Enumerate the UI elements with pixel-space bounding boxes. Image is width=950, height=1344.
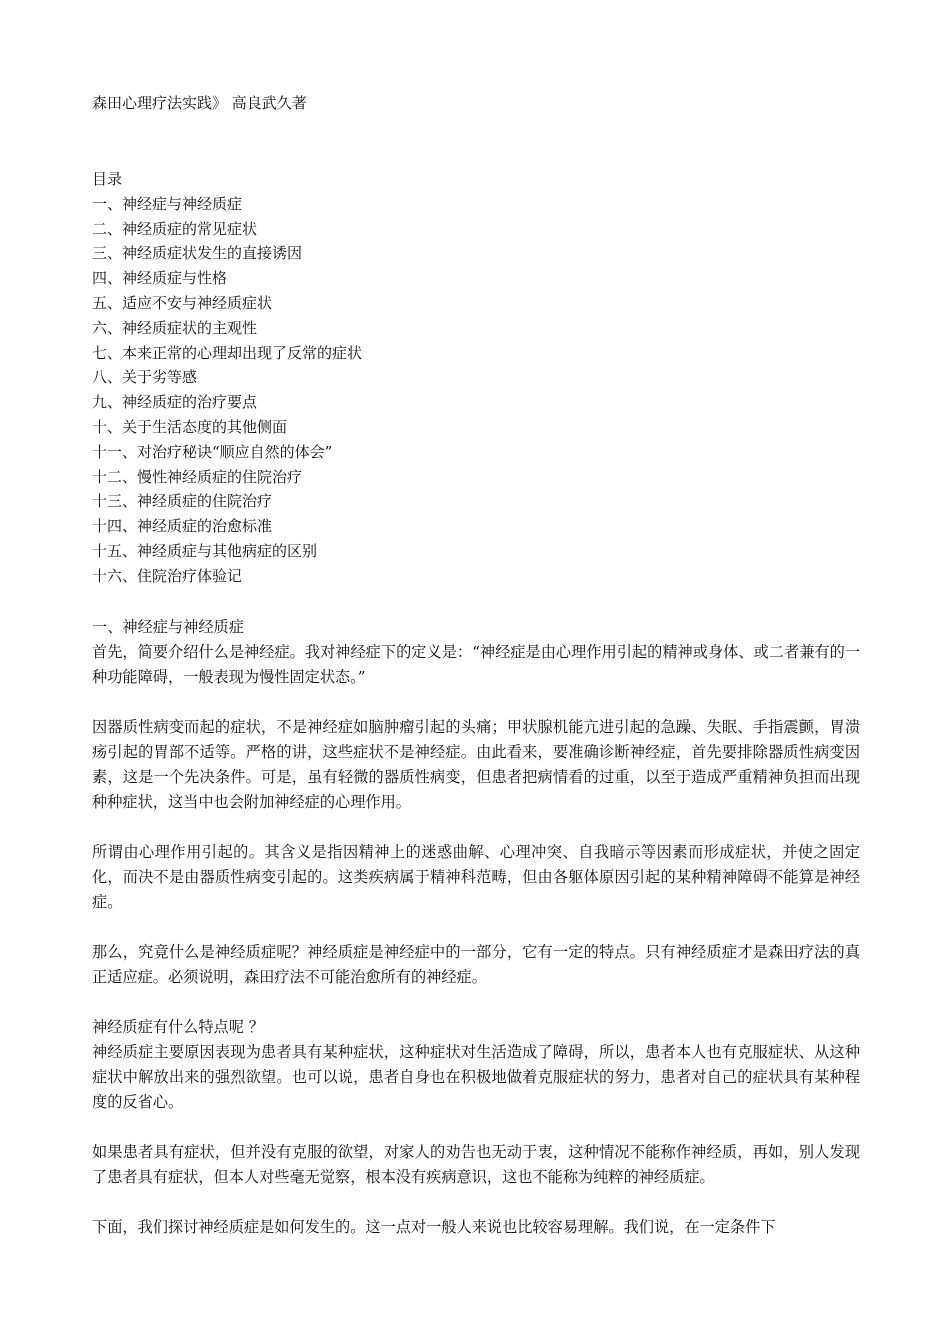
toc-item: 四、神经质症与性格 xyxy=(92,269,228,288)
toc-item: 五、适应不安与神经质症状 xyxy=(92,293,273,312)
toc-item: 十二、慢性神经质症的住院治疗 xyxy=(92,467,303,486)
section-body xyxy=(92,615,860,1240)
paragraph: 下面，我们探讨神经质症是如何发生的。这一点对一般人来说也比较容易理解。我们说，在一定条件下 xyxy=(92,1218,776,1236)
paragraph: 首先，简要介绍什么是神经症。我对神经症下的定义是：“神经症是由心理作用引起的精神或身体、或二者兼有的一种功能障碍，一般表现为慢性固定状态。” xyxy=(92,643,860,686)
paragraph: 那么，究竟什么是神经质症呢？神经质症是神经症中的一部分，它有一定的特点。只有神经质症才是森田疗法的真正适应症。必须说明，森田疗法不可能治愈所有的神经症。 xyxy=(92,943,860,986)
toc-item: 三、神经质症状发生的直接诱因 xyxy=(92,244,303,263)
section-heading: 一、神经症与神经质症 xyxy=(92,618,244,636)
toc-item: 八、关于劣等感 xyxy=(92,368,198,387)
toc-item: 十、关于生活态度的其他侧面 xyxy=(92,417,288,436)
toc-item: 九、神经质症的治疗要点 xyxy=(92,393,258,412)
paragraph: 神经质症有什么特点呢 ？ xyxy=(92,1018,264,1036)
toc-item: 十三、神经质症的住院治疗 xyxy=(92,492,273,511)
toc-item: 二、神经质症的常见症状 xyxy=(92,219,258,238)
toc-item: 十六、住院治疗体验记 xyxy=(92,566,243,585)
toc-item: 十四、神经质症的治愈标准 xyxy=(92,517,273,536)
toc-item: 七、本来正常的心理却出现了反常的症状 xyxy=(92,343,363,362)
paragraph: 因器质性病变而起的症状，不是神经症如脑肿瘤引起的头痛；甲状腺机能亢进引起的急躁、失眠、手指震颤，胃溃疡引起的胃部不适等。严格的讲，这些症状不是神经症。由此看来，要准确诊断神经症，首先要排除器质性病变因素，这是一个先决条件。可是，虽有轻微的器质性病变，但患者把病情看的过重，以至于造成严重精神负担而出现种种症状，这当中也会附加神经症的心理作用。 xyxy=(92,718,860,811)
toc-item: 一、神经症与神经质症 xyxy=(92,194,243,213)
toc-item: 六、神经质症状的主观性 xyxy=(92,318,258,337)
table-of-contents xyxy=(92,167,362,589)
toc-item: 十五、神经质症与其他病症的区别 xyxy=(92,541,318,560)
toc-item: 十一、对治疗秘诀“顺应自然的体会” xyxy=(92,442,333,461)
toc-heading: 目录 xyxy=(92,170,123,188)
paragraph: 所谓由心理作用引起的。其含义是指因精神上的迷惑曲解、心理冲突、自我暗示等因素而形成症状，并使之固定化，而决不是由器质性病变引起的。这类疾病属于精神科范畴，但由各躯体原因引起的某种精神障碍不能算是神经症。 xyxy=(92,843,860,911)
document-title: 森田心理疗法实践》 高良武久著 xyxy=(92,94,307,112)
paragraph: 如果患者具有症状，但并没有克服的欲望，对家人的劝告也无动于衷，这种情况不能称作神经质，再如，别人发现了患者具有症状，但本人对些毫无觉察，根本没有疾病意识，这也不能称为纯粹的神经质症。 xyxy=(92,1143,860,1186)
paragraph: 神经质症主要原因表现为患者具有某种症状，这种症状对生活造成了障碍，所以，患者本人也有克服症状、从这种症状中解放出来的强烈欲望。也可以说，患者自身也在积极地做着克服症状的努力，患者对自己的症状具有某种程度的反省心。 xyxy=(92,1043,860,1111)
